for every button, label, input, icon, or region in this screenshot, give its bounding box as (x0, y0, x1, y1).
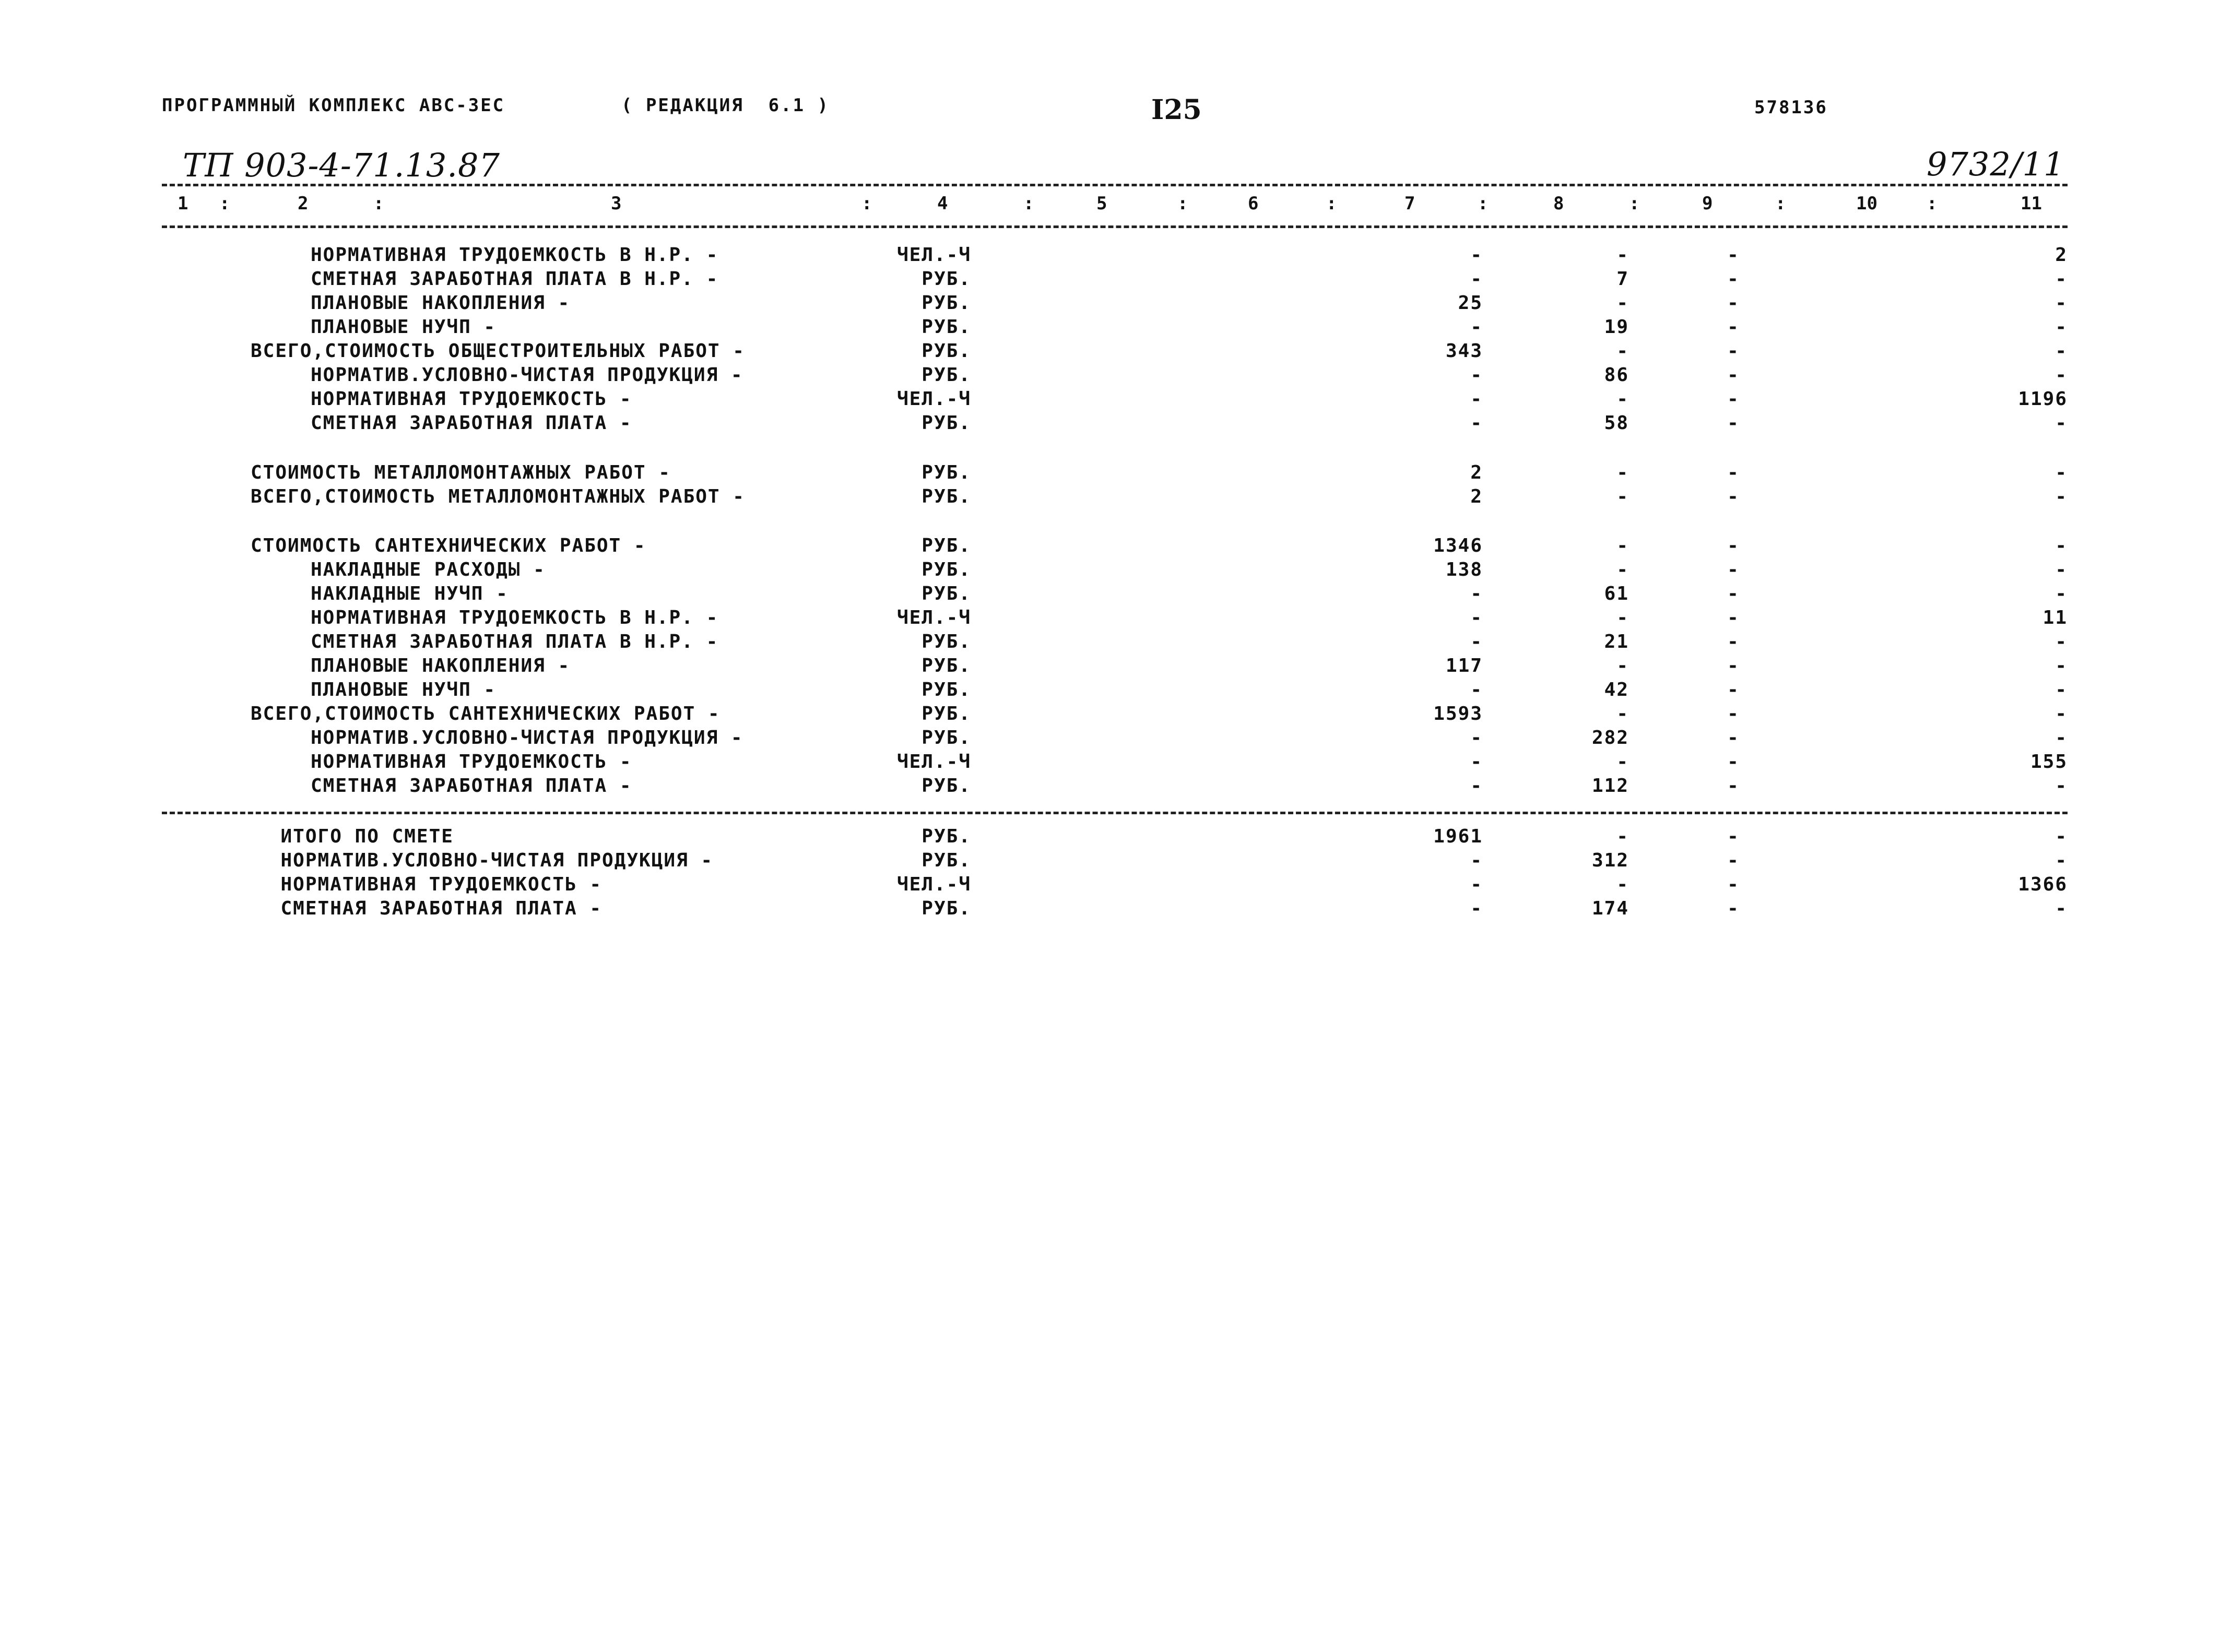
column-header-rule (162, 225, 2068, 228)
column-separator: : (1927, 193, 1938, 214)
col7-value: 2 (1470, 462, 1483, 483)
col8-value: 86 (1604, 364, 1629, 386)
row-unit: РУБ. (922, 703, 971, 724)
row-unit: РУБ. (922, 583, 971, 604)
col7-value: 25 (1458, 292, 1483, 314)
col7-value: 343 (1445, 340, 1483, 362)
col11-value: - (2055, 727, 2068, 748)
col7-value: 1593 (1433, 703, 1483, 724)
col9-value: - (1727, 268, 1740, 290)
col8-value: 312 (1591, 850, 1629, 871)
table-row (0, 727, 2220, 751)
col11-value: - (2055, 486, 2068, 507)
row-unit: РУБ. (922, 486, 971, 507)
col9-value: - (1727, 850, 1740, 871)
row-unit: РУБ. (922, 655, 971, 676)
col8-value: 174 (1591, 898, 1629, 919)
col11-value: - (2055, 703, 2068, 724)
column-number: 3 (611, 193, 622, 214)
table-row (0, 535, 2220, 559)
top-rule (162, 184, 2068, 186)
col11-value: - (2055, 559, 2068, 580)
col9-value: - (1727, 340, 1740, 362)
table-row (0, 340, 2220, 364)
col7-value: - (1470, 727, 1483, 748)
table-row (0, 874, 2220, 898)
row-label: ПЛАНОВЫЕ НАКОПЛЕНИЯ - (311, 655, 571, 676)
column-number: 10 (1856, 193, 1877, 214)
col8-value: 61 (1604, 583, 1629, 604)
table-row (0, 826, 2220, 850)
row-label: НОРМАТИВ.УСЛОВНО-ЧИСТАЯ ПРОДУКЦИЯ - (311, 364, 743, 386)
table-row (0, 655, 2220, 679)
col9-value: - (1727, 655, 1740, 676)
col11-value: - (2055, 316, 2068, 338)
row-label: НОРМАТИВНАЯ ТРУДОЕМКОСТЬ - (311, 388, 632, 410)
row-unit: РУБ. (922, 559, 971, 580)
col8-value: - (1616, 340, 1629, 362)
col11-value: - (2055, 462, 2068, 483)
col9-value: - (1727, 462, 1740, 483)
col7-value: - (1470, 898, 1483, 919)
row-label: СТОИМОСТЬ САНТЕХНИЧЕСКИХ РАБОТ - (251, 535, 646, 556)
col11-value: - (2055, 631, 2068, 652)
row-unit: РУБ. (922, 679, 971, 700)
row-label: СТОИМОСТЬ МЕТАЛЛОМОНТАЖНЫХ РАБОТ - (251, 462, 671, 483)
col7-value: - (1470, 874, 1483, 895)
row-unit: РУБ. (922, 898, 971, 919)
col11-value: - (2055, 268, 2068, 290)
col11-value: 155 (2030, 751, 2068, 772)
row-unit: РУБ. (922, 268, 971, 290)
column-number: 11 (2021, 193, 2042, 214)
row-label: НОРМАТИВНАЯ ТРУДОЕМКОСТЬ В Н.Р. - (311, 607, 719, 628)
col8-value: - (1616, 388, 1629, 410)
col9-value: - (1727, 583, 1740, 604)
row-unit: ЧЕЛ.-Ч (896, 874, 971, 895)
col11-value: 1196 (2018, 388, 2068, 410)
row-unit: РУБ. (922, 462, 971, 483)
table-row (0, 703, 2220, 727)
col11-value: - (2055, 412, 2068, 434)
col9-value: - (1727, 412, 1740, 434)
row-label: ПЛАНОВЫЕ НУЧП - (311, 316, 497, 338)
column-separator: : (1023, 193, 1034, 214)
table-row (0, 583, 2220, 607)
col8-value: - (1616, 607, 1629, 628)
col7-value: - (1470, 268, 1483, 290)
table-row (0, 850, 2220, 874)
row-label: ПЛАНОВЫЕ НАКОПЛЕНИЯ - (311, 292, 571, 314)
col9-value: - (1727, 244, 1740, 266)
col9-value: - (1727, 874, 1740, 895)
col7-value: - (1470, 388, 1483, 410)
col8-value: 7 (1616, 268, 1629, 290)
table-row (0, 751, 2220, 775)
row-label: СМЕТНАЯ ЗАРАБОТНАЯ ПЛАТА В Н.Р. - (311, 631, 719, 652)
column-number: 9 (1702, 193, 1713, 214)
col8-value: 19 (1604, 316, 1629, 338)
row-unit: РУБ. (922, 292, 971, 314)
col11-value: - (2055, 583, 2068, 604)
row-label: ВСЕГО,СТОИМОСТЬ САНТЕХНИЧЕСКИХ РАБОТ - (251, 703, 721, 724)
col11-value: 2 (2055, 244, 2068, 266)
table-row (0, 292, 2220, 316)
col9-value: - (1727, 364, 1740, 386)
col7-value: 1961 (1433, 826, 1483, 847)
col11-value: - (2055, 340, 2068, 362)
col11-value: - (2055, 898, 2068, 919)
row-unit: РУБ. (922, 775, 971, 797)
col9-value: - (1727, 631, 1740, 652)
row-label: СМЕТНАЯ ЗАРАБОТНАЯ ПЛАТА - (311, 775, 632, 797)
table-row (0, 679, 2220, 703)
row-unit: РУБ. (922, 727, 971, 748)
table-row (0, 364, 2220, 388)
row-unit: РУБ. (922, 412, 971, 434)
totals-rule (162, 812, 2068, 814)
column-number: 8 (1553, 193, 1564, 214)
col9-value: - (1727, 316, 1740, 338)
row-unit: РУБ. (922, 535, 971, 556)
col11-value: 1366 (2018, 874, 2068, 895)
table-row (0, 412, 2220, 436)
row-unit: РУБ. (922, 364, 971, 386)
col11-value: - (2055, 292, 2068, 314)
row-unit: РУБ. (922, 850, 971, 871)
col8-value: - (1616, 292, 1629, 314)
col11-value: - (2055, 775, 2068, 797)
col11-value: - (2055, 826, 2068, 847)
row-label: НАКЛАДНЫЕ РАСХОДЫ - (311, 559, 546, 580)
col9-value: - (1727, 607, 1740, 628)
col8-value: - (1616, 486, 1629, 507)
col7-value: - (1470, 316, 1483, 338)
column-separator: : (861, 193, 872, 214)
row-label: НОРМАТИВНАЯ ТРУДОЕМКОСТЬ - (280, 874, 603, 895)
row-label: ВСЕГО,СТОИМОСТЬ ОБЩЕСТРОИТЕЛЬНЫХ РАБОТ - (251, 340, 745, 362)
row-label: НОРМАТИВНАЯ ТРУДОЕМКОСТЬ В Н.Р. - (311, 244, 719, 266)
table-row (0, 486, 2220, 510)
table-row (0, 607, 2220, 631)
column-separator: : (1177, 193, 1188, 214)
col8-value: 58 (1604, 412, 1629, 434)
col11-value: - (2055, 850, 2068, 871)
col8-value: 42 (1604, 679, 1629, 700)
edition-label: ( РЕДАКЦИЯ 6.1 ) (621, 95, 830, 116)
col8-value: - (1616, 535, 1629, 556)
col9-value: - (1727, 751, 1740, 772)
column-number: 5 (1096, 193, 1107, 214)
col7-value: 2 (1470, 486, 1483, 507)
row-label: ВСЕГО,СТОИМОСТЬ МЕТАЛЛОМОНТАЖНЫХ РАБОТ - (251, 486, 745, 507)
row-label: СМЕТНАЯ ЗАРАБОТНАЯ ПЛАТА - (280, 898, 603, 919)
table-row (0, 631, 2220, 655)
document-code: 578136 (1754, 97, 1828, 118)
col8-value: 282 (1591, 727, 1629, 748)
row-unit: РУБ. (922, 316, 971, 338)
column-number: 4 (937, 193, 948, 214)
col9-value: - (1727, 826, 1740, 847)
col11-value: 11 (2042, 607, 2068, 628)
col7-value: - (1470, 607, 1483, 628)
col7-value: - (1470, 850, 1483, 871)
col8-value: - (1616, 559, 1629, 580)
column-separator: : (1629, 193, 1640, 214)
col9-value: - (1727, 703, 1740, 724)
program-title: ПРОГРАММНЫЙ КОМПЛЕКС АВС-ЗЕС (162, 95, 505, 116)
col9-value: - (1727, 898, 1740, 919)
col11-value: - (2055, 679, 2068, 700)
column-number: 1 (178, 193, 188, 214)
row-label: СМЕТНАЯ ЗАРАБОТНАЯ ПЛАТА В Н.Р. - (311, 268, 719, 290)
table-row (0, 559, 2220, 583)
handwritten-project-number: ТП 903-4-71.13.87 (183, 146, 500, 184)
row-unit: ЧЕЛ.-Ч (896, 751, 971, 772)
row-label: ИТОГО ПО СМЕТЕ (280, 826, 454, 847)
col9-value: - (1727, 727, 1740, 748)
col9-value: - (1727, 535, 1740, 556)
column-separator: : (1326, 193, 1337, 214)
column-separator: : (1478, 193, 1489, 214)
col9-value: - (1727, 388, 1740, 410)
col8-value: 112 (1591, 775, 1629, 797)
table-row (0, 388, 2220, 412)
row-label: ПЛАНОВЫЕ НУЧП - (311, 679, 497, 700)
table-row (0, 268, 2220, 292)
col7-value: - (1470, 679, 1483, 700)
col8-value: - (1616, 703, 1629, 724)
col7-value: 1346 (1433, 535, 1483, 556)
col8-value: - (1616, 462, 1629, 483)
row-unit: ЧЕЛ.-Ч (896, 244, 971, 266)
table-row (0, 898, 2220, 922)
col7-value: 117 (1445, 655, 1483, 676)
col9-value: - (1727, 775, 1740, 797)
row-unit: ЧЕЛ.-Ч (896, 388, 971, 410)
row-unit: РУБ. (922, 826, 971, 847)
column-separator: : (373, 193, 384, 214)
column-number: 7 (1404, 193, 1415, 214)
column-number: 2 (298, 193, 309, 214)
col11-value: - (2055, 655, 2068, 676)
col11-value: - (2055, 364, 2068, 386)
table-row (0, 775, 2220, 799)
col7-value: - (1470, 244, 1483, 266)
col7-value: - (1470, 364, 1483, 386)
column-separator: : (1775, 193, 1786, 214)
col8-value: - (1616, 655, 1629, 676)
col8-value: - (1616, 874, 1629, 895)
col9-value: - (1727, 559, 1740, 580)
row-label: НАКЛАДНЫЕ НУЧП - (311, 583, 509, 604)
row-unit: ЧЕЛ.-Ч (896, 607, 971, 628)
col8-value: - (1616, 244, 1629, 266)
row-unit: РУБ. (922, 631, 971, 652)
column-number: 6 (1248, 193, 1259, 214)
table-row (0, 462, 2220, 486)
col7-value: - (1470, 751, 1483, 772)
col9-value: - (1727, 486, 1740, 507)
col8-value: - (1616, 826, 1629, 847)
col7-value: - (1470, 775, 1483, 797)
handwritten-sheet-number: 9732/11 (1927, 145, 2065, 183)
row-unit: РУБ. (922, 340, 971, 362)
col8-value: - (1616, 751, 1629, 772)
row-label: СМЕТНАЯ ЗАРАБОТНАЯ ПЛАТА - (311, 412, 632, 434)
row-label: НОРМАТИВ.УСЛОВНО-ЧИСТАЯ ПРОДУКЦИЯ - (280, 850, 714, 871)
col7-value: - (1470, 631, 1483, 652)
row-label: НОРМАТИВ.УСЛОВНО-ЧИСТАЯ ПРОДУКЦИЯ - (311, 727, 743, 748)
col9-value: - (1727, 292, 1740, 314)
col9-value: - (1727, 679, 1740, 700)
col8-value: 21 (1604, 631, 1629, 652)
table-row (0, 244, 2220, 268)
table-row (0, 316, 2220, 340)
col7-value: - (1470, 412, 1483, 434)
column-separator: : (219, 193, 230, 214)
row-label: НОРМАТИВНАЯ ТРУДОЕМКОСТЬ - (311, 751, 632, 772)
col7-value: - (1470, 583, 1483, 604)
page-number: I25 (1151, 94, 1202, 126)
col7-value: 138 (1445, 559, 1483, 580)
col11-value: - (2055, 535, 2068, 556)
